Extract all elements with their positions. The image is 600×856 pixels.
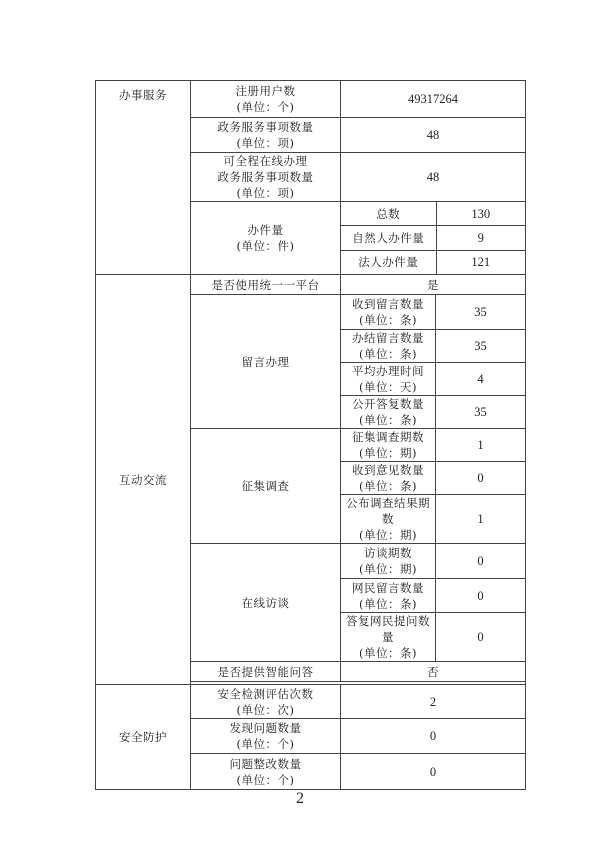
volume-sub-value: 121 <box>471 255 491 270</box>
category-service: 办事服务 <box>96 81 191 275</box>
row-value: 1 <box>436 495 526 544</box>
row-value: 0 <box>341 754 526 790</box>
survey-label: 征集调查 <box>191 429 341 544</box>
row-label: 收到留言数量 (单位：条) <box>341 295 436 330</box>
row-value: 0 <box>436 579 526 613</box>
volume-label: 办件量 (单位：件) <box>191 202 341 275</box>
volume-subtable-cell <box>341 202 526 275</box>
row-value: 35 <box>436 295 526 330</box>
row-label: 征集调查期数 (单位：期) <box>341 429 436 462</box>
table-row <box>96 81 526 118</box>
row-value: 0 <box>436 544 526 579</box>
row-label: 公开答复数量 (单位：条) <box>341 396 436 429</box>
row-value: 0 <box>436 613 526 662</box>
volume-sub-label: 总数 <box>341 202 436 226</box>
row-value: 48 <box>341 118 526 153</box>
page-number: 2 <box>296 790 304 807</box>
row-value: 是 <box>341 275 526 295</box>
interview-label: 在线访谈 <box>191 544 341 662</box>
row-label: 网民留言数量 (单位：条) <box>341 579 436 613</box>
row-label: 政务服务事项数量 (单位：项) <box>191 118 341 153</box>
volume-sub-value: 9 <box>436 226 525 250</box>
volume-subtable <box>341 202 525 274</box>
table-row <box>96 275 526 295</box>
row-label: 访谈期数 (单位：期) <box>341 544 436 579</box>
row-value: 1 <box>436 429 526 462</box>
row-label: 安全检测评估次数 (单位：次) <box>191 685 341 719</box>
row-label: 收到意见数量 (单位：条) <box>341 462 436 495</box>
row-value: 35 <box>436 330 526 363</box>
row-label: 公布调查结果期数 (单位：期) <box>341 495 436 544</box>
row-value: 49317264 <box>341 81 526 118</box>
row-value: 4 <box>436 363 526 396</box>
row-value: 2 <box>341 685 526 719</box>
category-security: 安全防护 <box>96 685 191 790</box>
row-value: 35 <box>436 396 526 429</box>
messages-label: 留言办理 <box>191 295 341 429</box>
row-value: 0 <box>436 462 526 495</box>
row-value: 48 <box>341 153 526 202</box>
row-label: 答复网民提问数量 (单位：条) <box>341 613 436 662</box>
table-row <box>96 685 526 719</box>
row-label: 发现问题数量 (单位：个) <box>191 719 341 754</box>
row-value: 0 <box>341 719 526 754</box>
volume-sub-label: 自然人办件量 <box>341 226 436 250</box>
row-label: 办结留言数量 (单位：条) <box>341 330 436 363</box>
statistics-table <box>95 80 526 790</box>
volume-sub-label: 法人办件量 <box>341 250 436 274</box>
row-label: 是否提供智能问答 <box>191 662 341 682</box>
volume-sub-value: 130 <box>436 202 525 226</box>
category-interaction: 互动交流 <box>96 275 191 685</box>
row-value: 否 <box>341 662 526 682</box>
row-label: 问题整改数量 (单位：个) <box>191 754 341 790</box>
row-label: 注册用户数 (单位：个) <box>191 81 341 118</box>
row-label: 是否使用统一一平台 <box>191 275 341 295</box>
row-label: 平均办理时间 (单位：天) <box>341 363 436 396</box>
row-label: 可全程在线办理 政务服务事项数量 (单位：项) <box>191 153 341 202</box>
